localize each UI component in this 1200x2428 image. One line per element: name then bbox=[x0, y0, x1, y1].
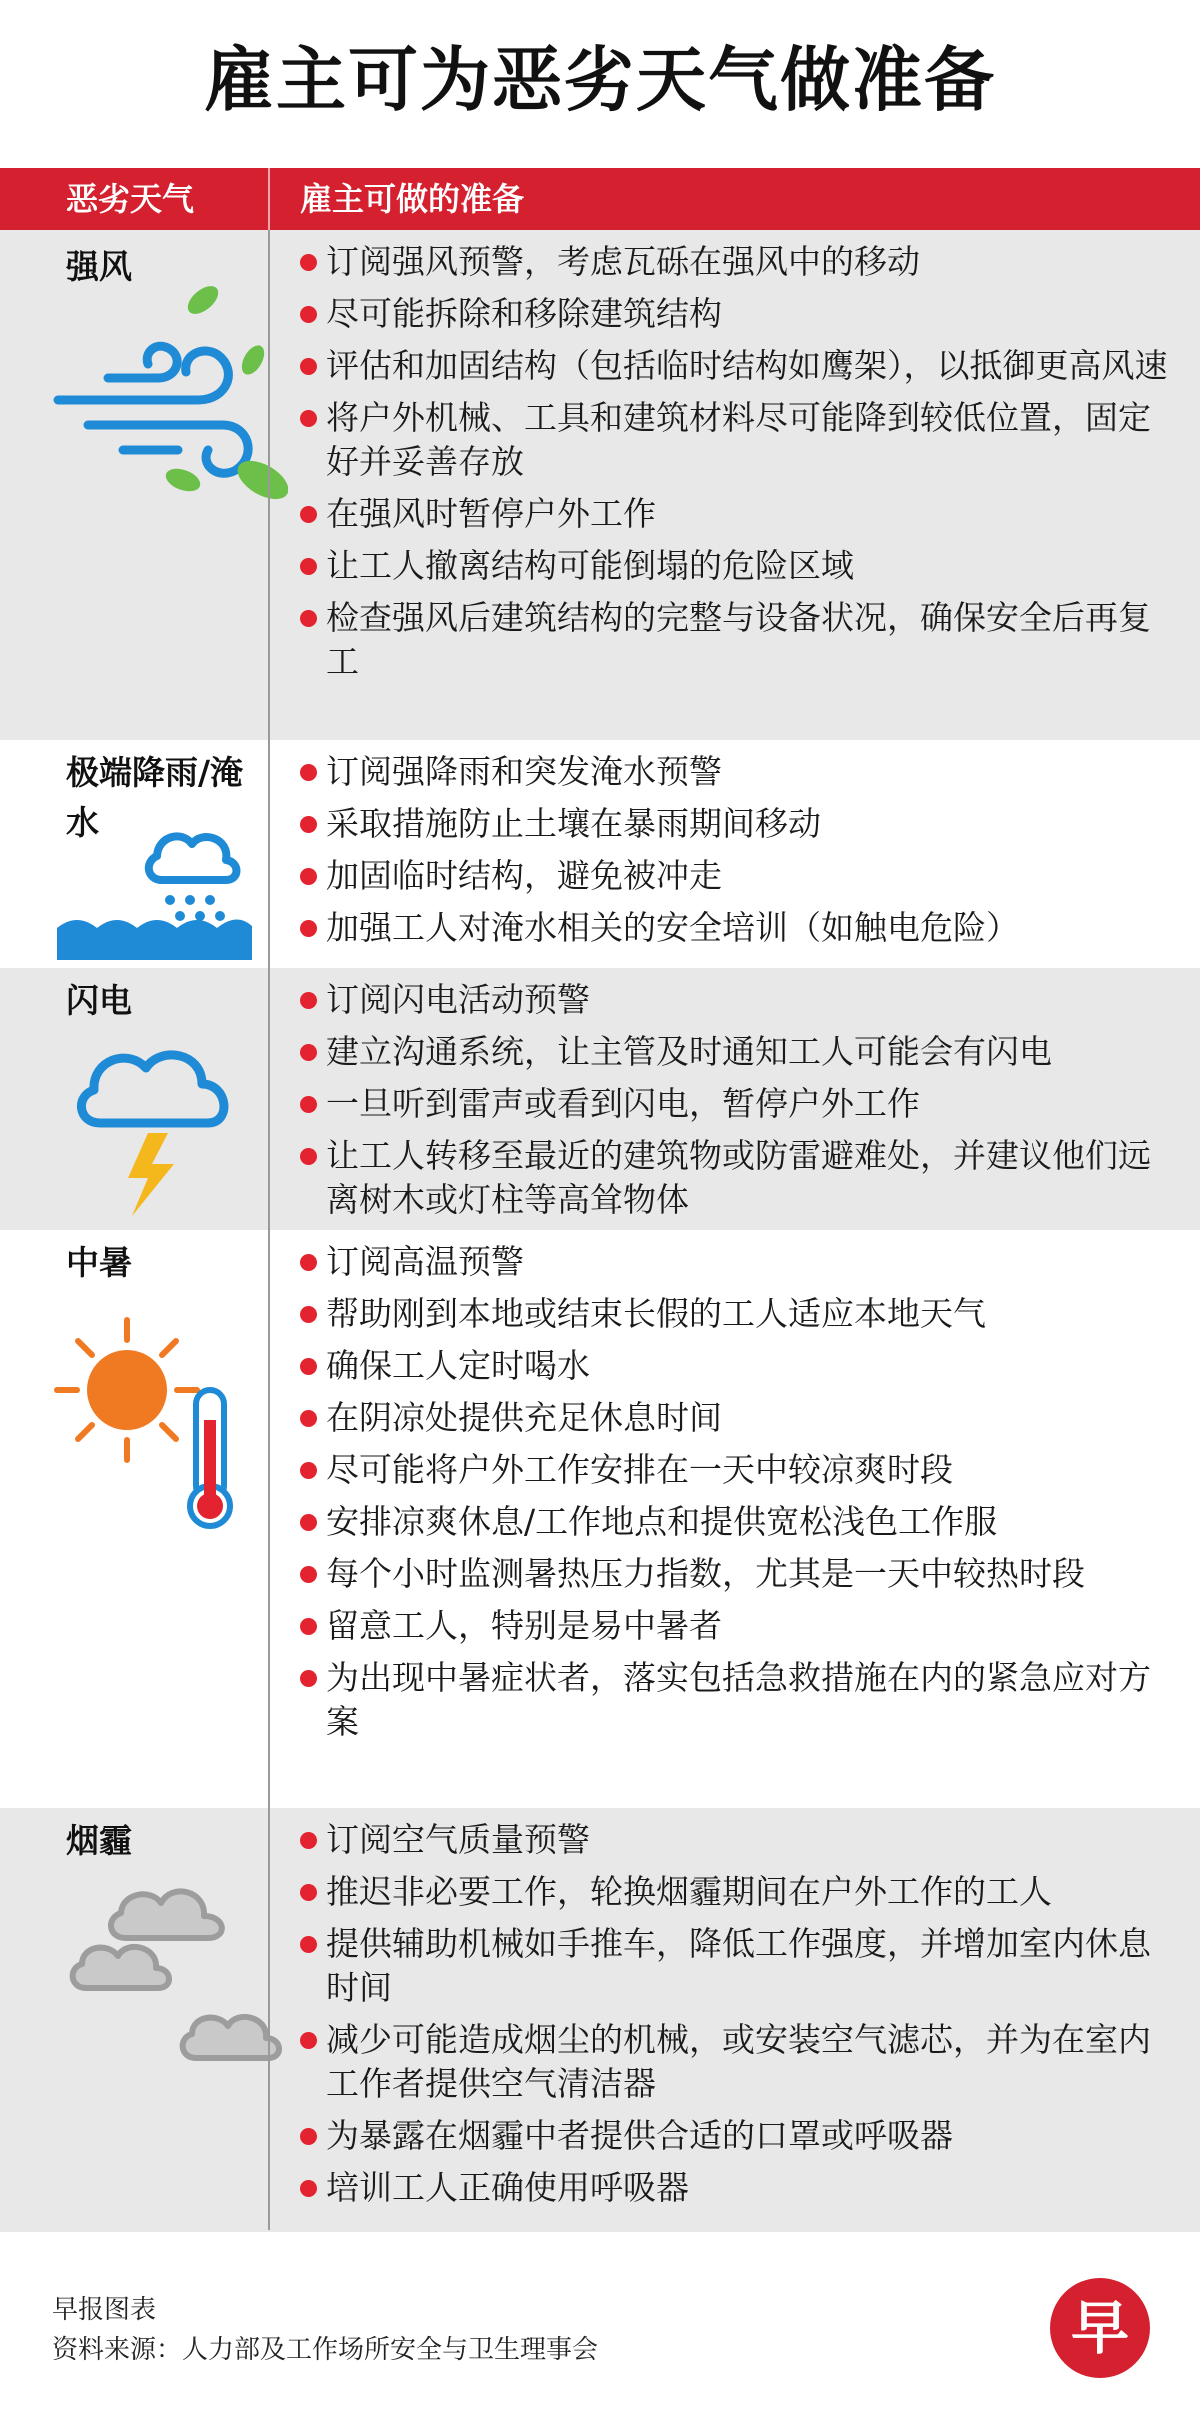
list-item: 在阴凉处提供充足休息时间 bbox=[298, 1396, 1170, 1440]
list-item: 一旦听到雷声或看到闪电，暂停户外工作 bbox=[298, 1082, 1170, 1126]
footer-source: 资料来源：人力部及工作场所安全与卫生理事会 bbox=[52, 2335, 599, 2365]
list-item: 检查强风后建筑结构的完整与设备状况，确保安全后再复工 bbox=[298, 596, 1170, 684]
table-header bbox=[0, 168, 1200, 230]
list-item: 评估和加固结构（包括临时结构如鹰架），以抵御更高风速 bbox=[298, 344, 1170, 388]
list-item: 帮助刚到本地或结束长假的工人适应本地天气 bbox=[298, 1292, 1170, 1336]
sun-thermometer-icon bbox=[52, 1310, 252, 1530]
list-item: 建立沟通系统，让主管及时通知工人可能会有闪电 bbox=[298, 1030, 1170, 1074]
list-item: 加固临时结构，避免被冲走 bbox=[298, 854, 1170, 898]
wind-leaves-icon bbox=[48, 260, 288, 500]
section-lightning bbox=[0, 968, 1200, 1230]
list-item: 将户外机械、工具和建筑材料尽可能降到较低位置，固定好并妥善存放 bbox=[298, 396, 1170, 484]
section-items bbox=[298, 750, 1170, 958]
list-item: 让工人撤离结构可能倒塌的危险区域 bbox=[298, 544, 1170, 588]
list-item: 提供辅助机械如手推车，降低工作强度，并增加室内休息时间 bbox=[298, 1922, 1170, 2010]
column-divider bbox=[268, 230, 270, 2230]
zaobao-logo-icon bbox=[1048, 2276, 1152, 2380]
section-label: 极端降雨/淹水 bbox=[66, 753, 244, 842]
section-heavy-rain bbox=[0, 740, 1200, 968]
list-item: 为出现中暑症状者，落实包括急救措施在内的紧急应对方案 bbox=[298, 1656, 1170, 1744]
footer-credit: 早报图表 bbox=[52, 2295, 157, 2325]
list-item: 尽可能将户外工作安排在一天中较凉爽时段 bbox=[298, 1448, 1170, 1492]
rain-flood-icon bbox=[52, 800, 252, 960]
list-item: 为暴露在烟霾中者提供合适的口罩或呼吸器 bbox=[298, 2114, 1170, 2158]
section-items bbox=[298, 1818, 1170, 2218]
section-items bbox=[298, 240, 1170, 692]
haze-clouds-icon bbox=[66, 1868, 286, 2088]
header-weather: 恶劣天气 bbox=[66, 180, 195, 218]
section-strong-wind bbox=[0, 230, 1200, 740]
list-item: 订阅闪电活动预警 bbox=[298, 978, 1170, 1022]
list-item: 尽可能拆除和移除建筑结构 bbox=[298, 292, 1170, 336]
section-label: 闪电 bbox=[66, 981, 132, 1020]
header-divider bbox=[268, 168, 270, 230]
list-item: 在强风时暂停户外工作 bbox=[298, 492, 1170, 536]
list-item: 推迟非必要工作，轮换烟霾期间在户外工作的工人 bbox=[298, 1870, 1170, 1914]
list-item: 留意工人，特别是易中暑者 bbox=[298, 1604, 1170, 1648]
header-preparations: 雇主可做的准备 bbox=[300, 180, 525, 218]
section-label: 强风 bbox=[66, 247, 132, 286]
list-item: 订阅强降雨和突发淹水预警 bbox=[298, 750, 1170, 794]
section-label: 烟霾 bbox=[66, 1821, 132, 1860]
lightning-cloud-icon bbox=[70, 1028, 240, 1218]
svg-text:早: 早 bbox=[1070, 2294, 1130, 2362]
page-title: 雇主可为恶劣天气做准备 bbox=[204, 39, 996, 121]
section-haze bbox=[0, 1808, 1200, 2232]
list-item: 确保工人定时喝水 bbox=[298, 1344, 1170, 1388]
section-items bbox=[298, 978, 1170, 1230]
list-item: 减少可能造成烟尘的机械，或安装空气滤芯，并为在室内工作者提供空气清洁器 bbox=[298, 2018, 1170, 2106]
list-item: 加强工人对淹水相关的安全培训（如触电危险） bbox=[298, 906, 1170, 950]
footer bbox=[52, 2290, 598, 2370]
list-item: 订阅强风预警，考虑瓦砾在强风中的移动 bbox=[298, 240, 1170, 284]
list-item: 安排凉爽休息/工作地点和提供宽松浅色工作服 bbox=[298, 1500, 1170, 1544]
list-item: 培训工人正确使用呼吸器 bbox=[298, 2166, 1170, 2210]
section-items bbox=[298, 1240, 1170, 1752]
list-item: 让工人转移至最近的建筑物或防雷避难处，并建议他们远离树木或灯柱等高耸物体 bbox=[298, 1134, 1170, 1222]
list-item: 每个小时监测暑热压力指数，尤其是一天中较热时段 bbox=[298, 1552, 1170, 1596]
section-label: 中暑 bbox=[66, 1243, 132, 1282]
list-item: 采取措施防止土壤在暴雨期间移动 bbox=[298, 802, 1170, 846]
section-heatstroke bbox=[0, 1230, 1200, 1808]
list-item: 订阅空气质量预警 bbox=[298, 1818, 1170, 1862]
list-item: 订阅高温预警 bbox=[298, 1240, 1170, 1284]
